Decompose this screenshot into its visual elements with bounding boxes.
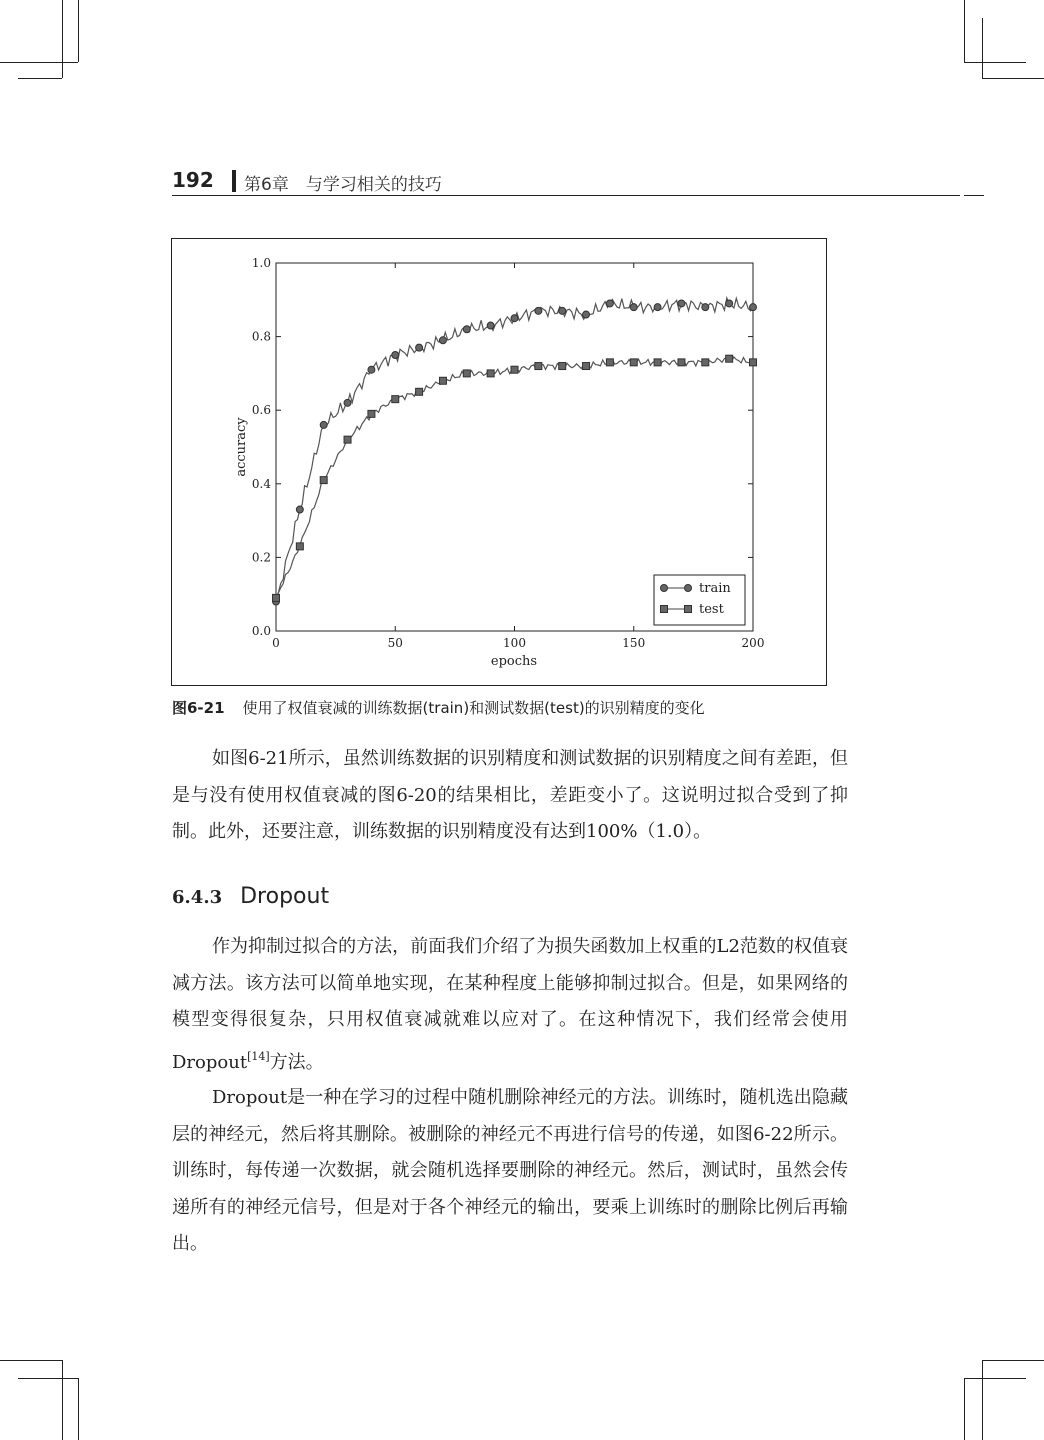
crop-mark (0, 1360, 62, 1361)
train-point (654, 304, 661, 311)
test-point (487, 370, 494, 377)
train-point (750, 304, 757, 311)
paragraph (172, 741, 848, 851)
test-point (416, 388, 423, 395)
paragraph-text: Dropout是一种在学习的过程中随机删除神经元的方法。训练时，随机选出隐藏层的神经元，然后将其删除。被删除的神经元不再进行信号的传递，如图6-22所示。训练时，每传递一次数据，就会随机选择要删除的神经元。然后，测试时，虽然会传递所有的神经元信号，但是对于各个神经元的输出，要乘上训练时的删除比例后再输出。 (172, 1087, 848, 1254)
x-axis-label: epochs (490, 654, 538, 669)
train-point (416, 344, 423, 351)
header-rule (172, 195, 960, 196)
test-point (368, 410, 375, 417)
y-tick-label: 0.4 (251, 476, 271, 491)
citation: [14] (247, 1049, 270, 1063)
train-point (344, 399, 351, 406)
legend-test-marker (685, 606, 692, 613)
train-point (535, 307, 542, 314)
crop-mark (62, 1360, 63, 1440)
train-point (583, 311, 590, 318)
test-series-line (276, 357, 753, 598)
train-point (320, 421, 327, 428)
crop-mark (62, 0, 63, 78)
accuracy-chart (172, 239, 828, 687)
legend-test-marker (661, 606, 668, 613)
crop-mark (982, 78, 1044, 79)
crop-mark (78, 1378, 79, 1440)
x-tick-label: 200 (741, 636, 765, 650)
crop-mark (18, 78, 62, 79)
train-point (630, 304, 637, 311)
paragraph-text: 方法。 (269, 1051, 324, 1073)
legend-train-marker (685, 585, 692, 592)
paragraph-text: 作为抑制过拟合的方法，前面我们介绍了为损失函数加上权重的L2范数的权值衰减方法。该方法可以简单地实现，在某种程度上能够抑制过拟合。但是，如果网络的模型变得很复杂，只用权值衰减就难以应对了。在这种情况下，我们经常会使用Dropout (172, 936, 848, 1073)
test-point (726, 355, 733, 362)
section-heading (172, 884, 329, 920)
crop-mark (18, 1378, 78, 1379)
train-point (463, 326, 470, 333)
test-point (559, 363, 566, 370)
section-title: Dropout (240, 884, 330, 909)
test-point (583, 363, 590, 370)
y-tick-label: 0.8 (251, 329, 271, 344)
train-point (368, 366, 375, 373)
legend-train-marker (661, 585, 668, 592)
test-point (678, 359, 685, 366)
section-number: 6.4.3 (172, 887, 223, 908)
paragraph (172, 929, 848, 1081)
y-tick-label: 0.6 (251, 403, 271, 418)
figure-label: 图6-21 (172, 699, 225, 717)
figure-frame (171, 238, 827, 686)
crop-mark (964, 62, 1026, 63)
test-point (392, 396, 399, 403)
train-point (392, 352, 399, 359)
train-point (606, 300, 613, 307)
crop-mark (78, 0, 79, 62)
crop-mark (982, 1360, 983, 1440)
paragraph-text: 如图6-21所示，虽然训练数据的识别精度和测试数据的识别精度之间有差距，但是与没有使用权值衰减的图6-20的结果相比，差距变小了。这说明过拟合受到了抑制。此外，还要注意，训练数据的识别精度没有达到100%（1.0）。 (172, 748, 848, 842)
train-point (702, 304, 709, 311)
train-point (487, 322, 494, 329)
crop-mark (982, 1360, 1044, 1361)
test-point (296, 543, 303, 550)
legend (654, 575, 745, 625)
train-point (511, 315, 518, 322)
header-rule-tail (964, 195, 984, 196)
test-point (535, 363, 542, 370)
test-point (750, 359, 757, 366)
train-point (678, 300, 685, 307)
crop-mark (0, 62, 78, 63)
figure-caption-text: 使用了权值衰减的训练数据(train)和测试数据(test)的识别精度的变化 (242, 699, 705, 717)
test-point (511, 366, 518, 373)
crop-mark (964, 0, 965, 62)
test-point (320, 477, 327, 484)
test-point (606, 359, 613, 366)
y-tick-label: 0.2 (251, 550, 271, 565)
legend-test-label: test (699, 602, 724, 617)
crop-mark (964, 1378, 1026, 1379)
paragraph (172, 1080, 848, 1263)
legend-train-label: train (699, 581, 731, 596)
page-number: 192 (172, 168, 214, 192)
y-tick-label: 0.0 (251, 624, 271, 638)
test-point (273, 594, 280, 601)
test-point (654, 359, 661, 366)
y-axis-label: accuracy (234, 417, 249, 477)
train-point (559, 307, 566, 314)
header-divider-bar (232, 170, 236, 192)
y-tick-label: 1.0 (251, 256, 271, 270)
x-tick-label: 0 (272, 636, 280, 650)
train-series-line (276, 298, 753, 602)
chapter-title: 第6章 与学习相关的技巧 (244, 175, 442, 195)
train-point (726, 300, 733, 307)
test-point (439, 377, 446, 384)
crop-mark (982, 18, 983, 78)
train-point (296, 506, 303, 513)
x-tick-label: 100 (503, 636, 526, 650)
x-tick-label: 150 (622, 636, 646, 650)
figure-caption (172, 697, 872, 718)
test-point (344, 436, 351, 443)
crop-mark (964, 1378, 965, 1440)
test-point (630, 359, 637, 366)
test-point (463, 370, 470, 377)
train-point (439, 337, 446, 344)
test-point (702, 359, 709, 366)
x-tick-label: 50 (387, 636, 403, 650)
page-header (172, 166, 982, 196)
